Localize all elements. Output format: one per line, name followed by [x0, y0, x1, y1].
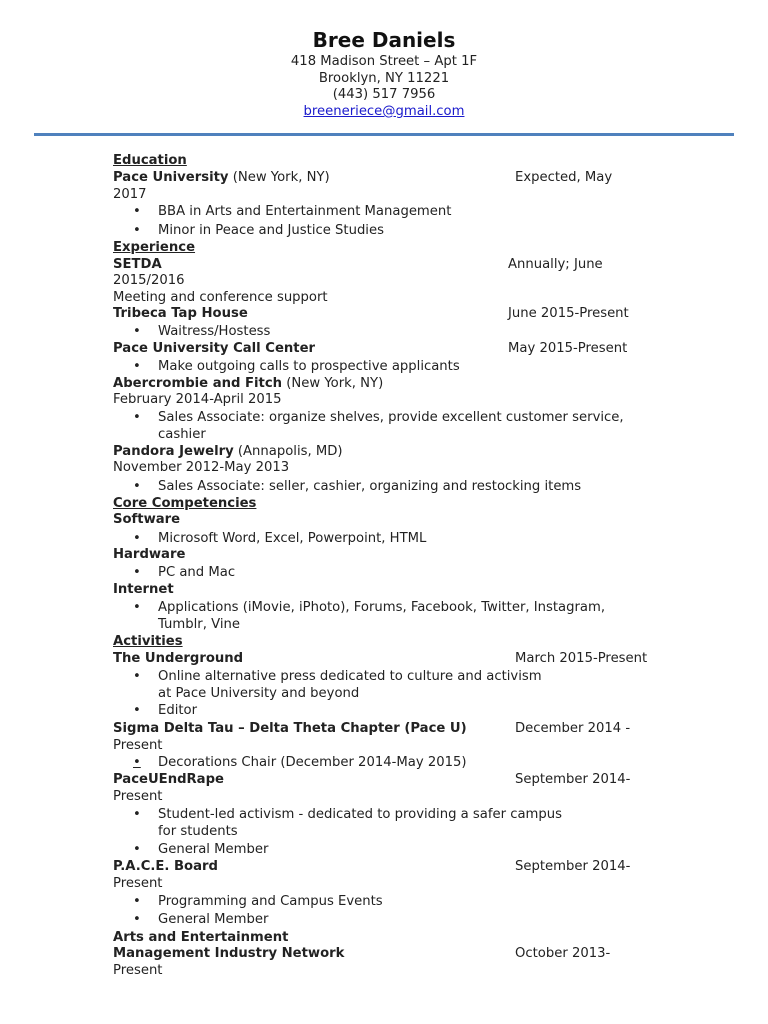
job-setda-desc: Meeting and conference support [113, 290, 328, 305]
email-line [0, 103, 768, 120]
software-heading: Software [113, 512, 181, 527]
activity-peur-date-cont: Present [113, 789, 163, 804]
list-item-cont: Tumblr, Vine [158, 617, 240, 632]
list-item [133, 358, 460, 375]
job-tribeca-date: June 2015-Present [508, 306, 629, 321]
list-item-text: Waitress/Hostess [158, 324, 271, 339]
list-item-text: Applications (iMovie, iPhoto), Forums, Facebook, Twitter, Instagram, [158, 600, 606, 615]
address-line-1: 418 Madison Street – Apt 1F [290, 54, 478, 69]
job-abercrombie-name: Abercrombie and Fitch [113, 376, 283, 391]
list-item [133, 599, 606, 616]
list-item-text: General Member [158, 842, 269, 857]
activity-underground-date: March 2015-Present [515, 651, 648, 666]
bullet-icon: • [133, 359, 141, 374]
education-school [113, 169, 330, 186]
school-name: Pace University [113, 170, 229, 185]
address-line-2: Brooklyn, NY 11221 [318, 71, 450, 86]
bullet-icon: • [133, 600, 141, 615]
job-pandora-name: Pandora Jewelry [113, 444, 234, 459]
bullet-icon: • [133, 842, 141, 857]
bullet-icon: • [133, 894, 141, 909]
activity-pace-board-date: September 2014- [515, 859, 631, 874]
list-item-text: Microsoft Word, Excel, Powerpoint, HTML [158, 531, 427, 546]
bullet-icon: • [133, 755, 141, 770]
list-item [133, 841, 269, 858]
job-call-center: Pace University Call Center [113, 341, 316, 356]
list-item-text: Decorations Chair (December 2014-May 2015) [158, 755, 467, 770]
list-item-text: Sales Associate: seller, cashier, organizing and restocking items [158, 479, 582, 494]
list-item-text: Online alternative press dedicated to culture and activism [158, 669, 542, 684]
job-abercrombie-location: (New York, NY) [282, 376, 384, 391]
job-pandora [113, 443, 343, 460]
activity-aemin-line1: Arts and Entertainment [113, 930, 289, 945]
education-date-cont: 2017 [113, 187, 147, 202]
activity-aemin-line2: Management Industry Network [113, 946, 345, 961]
hardware-heading: Hardware [113, 547, 186, 562]
activities-heading: Activities [113, 634, 183, 649]
job-abercrombie-date: February 2014-April 2015 [113, 392, 282, 407]
job-setda: SETDA [113, 257, 162, 272]
list-item [133, 323, 271, 340]
list-item [133, 754, 467, 771]
bullet-icon: • [133, 669, 141, 684]
bullet-icon: • [133, 479, 141, 494]
list-item [133, 222, 384, 239]
list-item-text: Student-led activism - dedicated to providing a safer campus [158, 807, 563, 822]
bullet-icon: • [133, 565, 141, 580]
bullet-icon: • [133, 410, 141, 425]
experience-heading: Experience [113, 240, 196, 255]
list-item-text: Sales Associate: organize shelves, provide excellent customer service, [158, 410, 624, 425]
list-item [133, 409, 624, 426]
list-item [133, 911, 269, 928]
list-item [133, 203, 452, 220]
email-link[interactable]: breeneriece@gmail.com [303, 104, 465, 119]
list-item-text: General Member [158, 912, 269, 927]
bullet-icon: • [133, 703, 141, 718]
header-divider [34, 133, 734, 136]
activity-aemin-date-cont: Present [113, 963, 163, 978]
bullet-icon: • [133, 324, 141, 339]
bullet-icon: • [133, 204, 141, 219]
activity-sigma-delta-tau: Sigma Delta Tau – Delta Theta Chapter (Pace U) [113, 721, 467, 736]
job-abercrombie [113, 375, 383, 392]
list-item [133, 668, 542, 685]
internet-heading: Internet [113, 582, 174, 597]
activity-sdt-date: December 2014 - [515, 721, 631, 736]
list-item-cont: for students [158, 824, 238, 839]
list-item-text: Minor in Peace and Justice Studies [158, 223, 384, 238]
list-item-text: PC and Mac [158, 565, 236, 580]
activity-sdt-date-cont: Present [113, 738, 163, 753]
job-pandora-location: (Annapolis, MD) [233, 444, 343, 459]
job-pandora-date: November 2012-May 2013 [113, 460, 290, 475]
phone-number: (443) 517 7956 [332, 87, 436, 102]
list-item-text: BBA in Arts and Entertainment Management [158, 204, 452, 219]
activity-pace-board: P.A.C.E. Board [113, 859, 218, 874]
bullet-icon: • [133, 531, 141, 546]
list-item-cont: cashier [158, 427, 206, 442]
resume-name: Bree Daniels [312, 28, 456, 52]
activity-underground: The Underground [113, 651, 244, 666]
list-item-text: Programming and Campus Events [158, 894, 383, 909]
list-item [133, 564, 236, 581]
list-item-cont: at Pace University and beyond [158, 686, 360, 701]
list-item-text: Make outgoing calls to prospective applicants [158, 359, 460, 374]
list-item-text: Editor [158, 703, 198, 718]
job-call-center-date: May 2015-Present [508, 341, 628, 356]
job-setda-date: Annually; June [508, 257, 603, 272]
competencies-heading: Core Competencies [113, 496, 257, 511]
bullet-icon: • [133, 223, 141, 238]
bullet-icon: • [133, 912, 141, 927]
activity-paceuendrape: PaceUEndRape [113, 772, 224, 787]
job-tribeca: Tribeca Tap House [113, 306, 248, 321]
bullet-icon: • [133, 807, 141, 822]
activity-peur-date: September 2014- [515, 772, 631, 787]
school-location: (New York, NY) [228, 170, 330, 185]
education-date: Expected, May [515, 170, 613, 185]
list-item [133, 806, 563, 823]
list-item [133, 893, 383, 910]
list-item [133, 702, 198, 719]
activity-aemin-date: October 2013- [515, 946, 611, 961]
job-setda-date-cont: 2015/2016 [113, 273, 185, 288]
list-item [133, 530, 427, 547]
activity-pace-board-date-cont: Present [113, 876, 163, 891]
list-item [133, 478, 582, 495]
education-heading: Education [113, 153, 187, 168]
